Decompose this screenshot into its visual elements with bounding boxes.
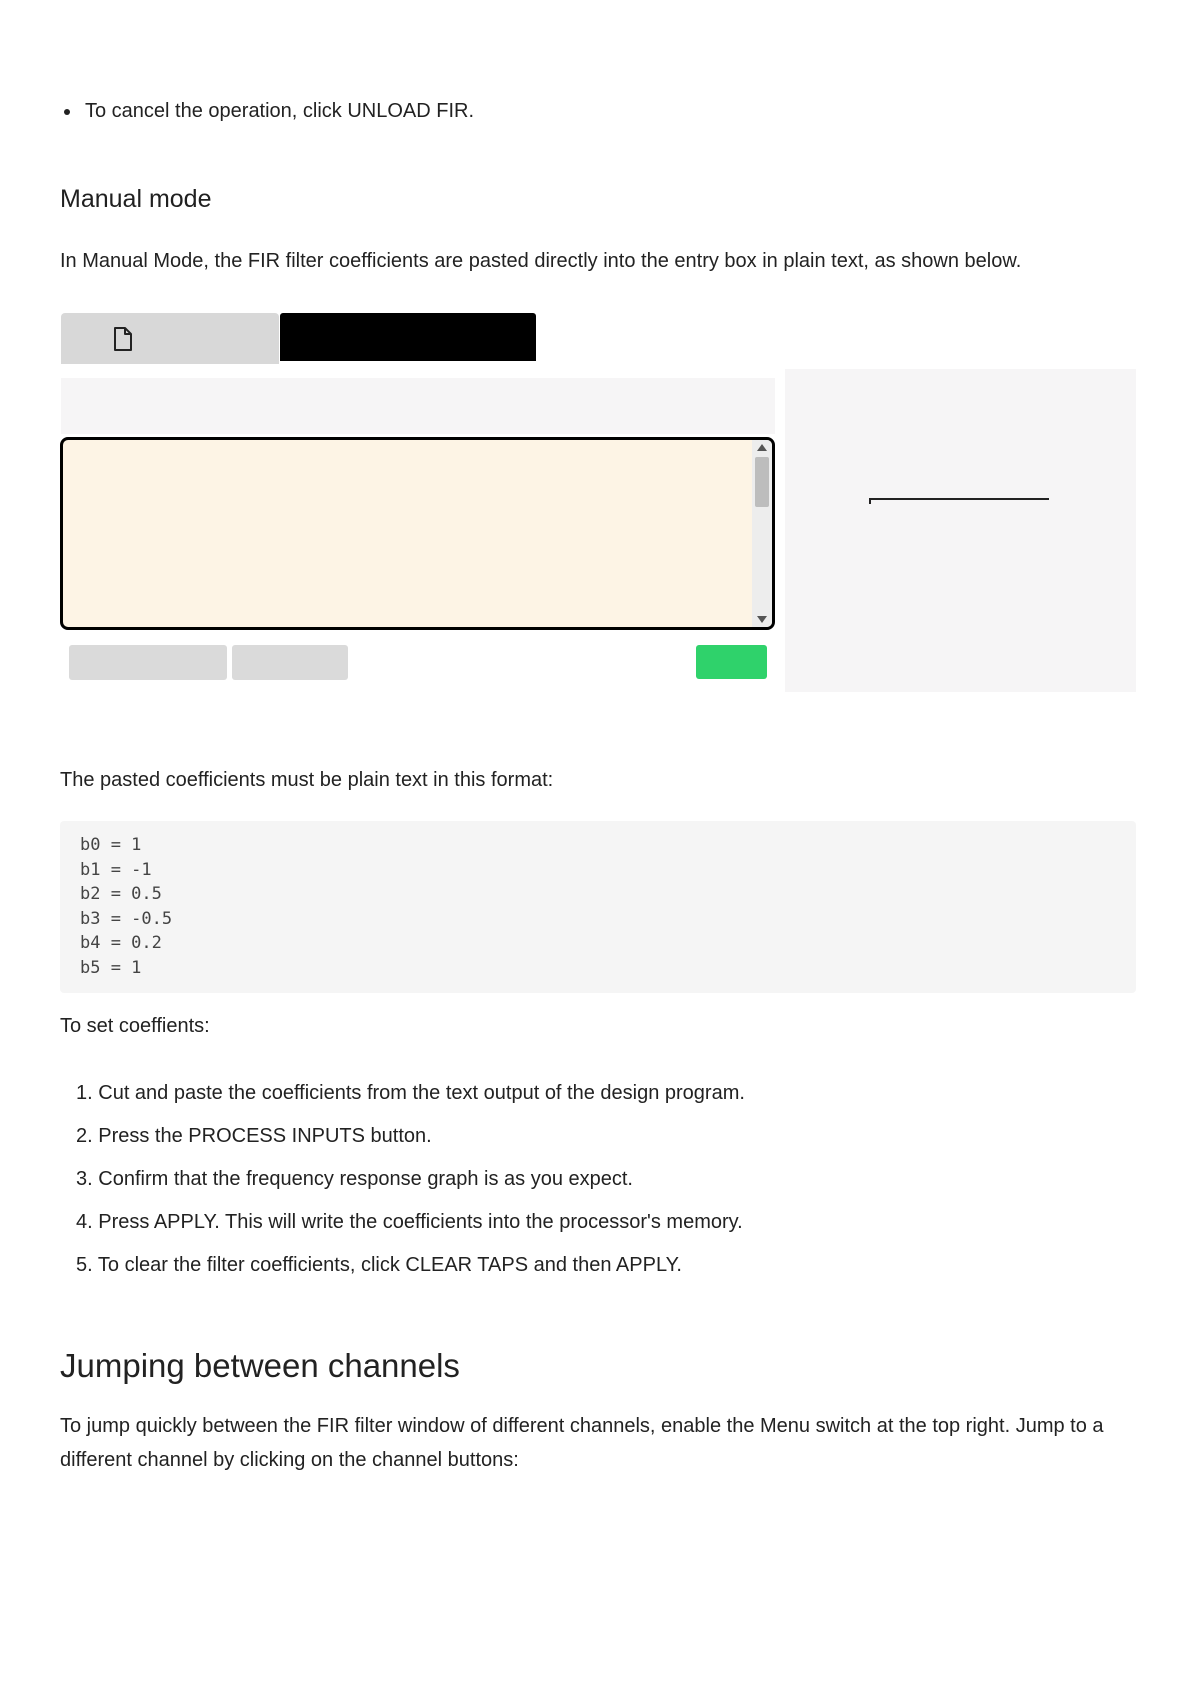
file-icon bbox=[113, 327, 133, 351]
code-sample-block bbox=[60, 821, 1136, 993]
process-inputs-button[interactable] bbox=[69, 645, 227, 680]
graph-tick bbox=[869, 498, 871, 504]
step-text: To clear the filter coefficients, click CLEAR TAPS and then APPLY. bbox=[97, 1254, 682, 1276]
list-item: To cancel the operation, click UNLOAD FIR. bbox=[60, 96, 474, 126]
step-text: Press the PROCESS INPUTS button. bbox=[98, 1125, 432, 1147]
list-item bbox=[60, 1121, 745, 1164]
scrollbar-thumb[interactable] bbox=[755, 457, 769, 507]
scrollbar[interactable] bbox=[752, 440, 772, 627]
frequency-response-panel bbox=[785, 369, 1136, 692]
jumping-heading: Jumping between channels bbox=[60, 1347, 460, 1384]
jumping-description: To jump quickly between the FIR filter window of different channels, enable the Menu switch at the top right. Jump to a different channel by clicking on the channel buttons: bbox=[60, 1415, 1104, 1471]
step-text: Confirm that the frequency response graph is as you expect. bbox=[98, 1168, 633, 1190]
step-number: 3. bbox=[76, 1168, 93, 1190]
cancel-bullet-list bbox=[60, 96, 474, 126]
coefficient-entry-box[interactable] bbox=[60, 437, 775, 630]
step-text: Press APPLY. This will write the coefficients into the processor's memory. bbox=[98, 1211, 743, 1233]
manual-mode-description: In Manual Mode, the FIR filter coefficients are pasted directly into the entry box in plain text, as shown below. bbox=[60, 250, 1022, 272]
editor-header-strip bbox=[61, 378, 775, 434]
step-number: 4. bbox=[76, 1211, 93, 1233]
step-number: 1. bbox=[76, 1082, 93, 1104]
list-item bbox=[60, 1207, 745, 1250]
list-item bbox=[60, 1164, 745, 1207]
list-item bbox=[60, 1250, 745, 1293]
step-number: 5. bbox=[76, 1254, 93, 1276]
list-item bbox=[60, 1078, 745, 1121]
tab-file-mode[interactable] bbox=[61, 313, 279, 364]
steps-list bbox=[60, 1078, 745, 1293]
clear-taps-button[interactable] bbox=[232, 645, 348, 680]
frequency-response-line bbox=[869, 498, 1049, 500]
set-coefficients-intro: To set coeffients: bbox=[60, 1015, 210, 1037]
code-sample: b0 = 1 b1 = -1 b2 = 0.5 b3 = -0.5 b4 = 0.2 b5 = 1 bbox=[80, 835, 173, 978]
format-intro: The pasted coefficients must be plain text in this format: bbox=[60, 769, 554, 791]
apply-button[interactable] bbox=[696, 645, 767, 679]
tab-manual-mode[interactable] bbox=[280, 313, 536, 361]
manual-mode-heading: Manual mode bbox=[60, 185, 212, 213]
scroll-up-arrow-icon[interactable] bbox=[757, 444, 767, 451]
step-text: Cut and paste the coefficients from the text output of the design program. bbox=[98, 1082, 745, 1104]
scroll-down-arrow-icon[interactable] bbox=[757, 616, 767, 623]
step-number: 2. bbox=[76, 1125, 93, 1147]
